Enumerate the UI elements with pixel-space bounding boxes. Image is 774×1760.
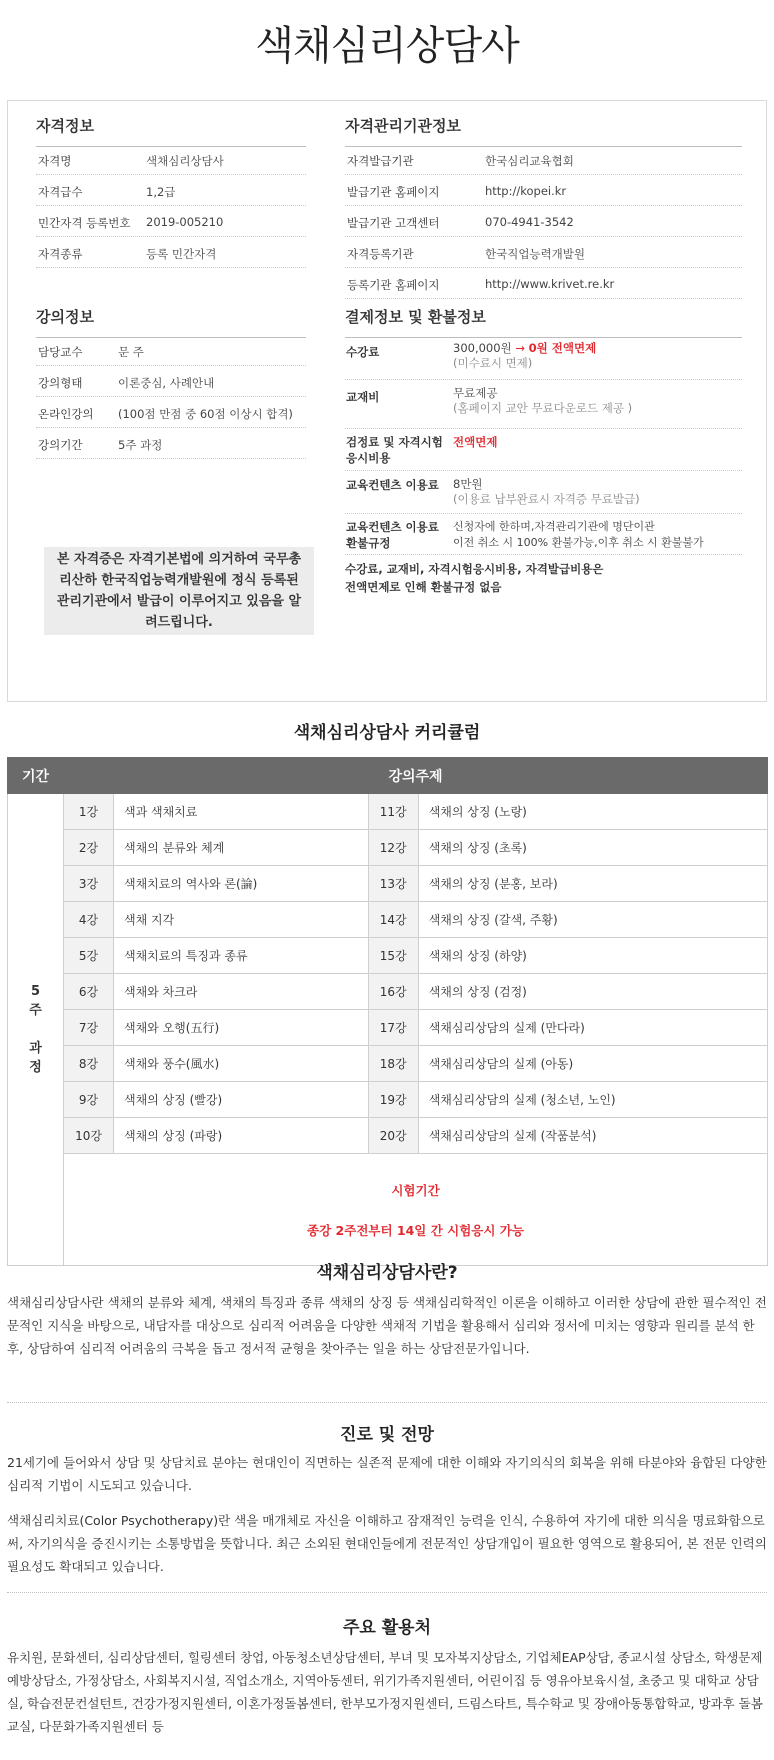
lesson-number: 19강 [368,1082,418,1118]
organization-table [345,144,742,299]
curriculum-heading: 색채심리상담사 커리큘럼 [293,723,481,743]
divider [7,1402,767,1403]
payment-row-book [345,381,742,429]
kv-row [345,237,742,268]
kv-key: 자격종류 [38,247,83,261]
curriculum-table [7,757,768,1266]
table-row [8,1082,768,1118]
payment-footer-line-2: 전액면제로 인해 환불규정 없음 [345,580,502,594]
lesson-number: 1강 [64,794,114,830]
kv-key: 등록기관 홈페이지 [347,278,440,292]
lesson-topic: 색채의 상징 (초록) [418,830,767,866]
kv-row [345,144,742,175]
lesson-topic: 색채와 차크라 [114,974,369,1010]
lesson-topic: 색채의 상징 (노랑) [418,794,767,830]
kv-value: 2019-005210 [146,215,224,229]
refund-label-2: 환불규정 [346,536,391,550]
lesson-number: 12강 [368,830,418,866]
lesson-number: 13강 [368,866,418,902]
kv-value: 5주 과정 [118,438,163,452]
table-row [8,902,768,938]
payment-row-content [345,472,742,514]
exam-fee-value: 전액면제 [453,435,498,449]
fee-note: (미수료시 면제) [453,356,533,370]
exam-fee-label-2: 응시비용 [346,451,391,465]
divider [7,1592,767,1593]
fee-label: 수강료 [346,345,380,359]
table-row [8,830,768,866]
content-fee-note: (이용료 납부완료시 자격증 무료발급) [453,492,640,506]
organization-heading: 자격관리기관정보 [345,115,742,147]
kv-row [345,175,742,206]
kv-value: 등록 민간자격 [146,247,217,261]
payment-row-refund [345,515,742,555]
lesson-number: 14강 [368,902,418,938]
lecture-table [36,335,306,459]
exam-fee-label: 검정료 및 자격시험 [346,435,443,449]
content-fee-value: 8만원 [453,477,483,491]
exam-period-desc: 종강 2주전부터 14일 간 시험응시 가능 [307,1222,524,1238]
kv-key: 온라인강의 [38,407,94,421]
qualification-heading: 자격정보 [36,115,306,147]
lesson-number: 6강 [64,974,114,1010]
lesson-number: 15강 [368,938,418,974]
lesson-number: 5강 [64,938,114,974]
lesson-number: 11강 [368,794,418,830]
fee-original: 300,000원 [453,341,512,355]
book-value: 무료제공 [453,386,498,400]
career-heading: 진로 및 전망 [340,1425,434,1445]
what-heading: 색채심리상담사란? [316,1263,458,1283]
lesson-topic: 색채와 풍수(風水) [114,1046,369,1082]
kv-row [36,175,306,206]
lesson-topic: 색채의 상징 (검정) [418,974,767,1010]
kv-value: 이론중심, 사례안내 [118,376,215,390]
kv-value: (100점 만점 중 60점 이상시 합격) [118,407,293,421]
table-row [8,938,768,974]
lesson-number: 18강 [368,1046,418,1082]
refund-label: 교육컨텐츠 이용료 [346,520,439,534]
refund-value: 신청자에 한하며,자격관리기관에 명단이관 [453,520,655,533]
lesson-number: 16강 [368,974,418,1010]
kv-row [36,366,306,397]
lesson-number: 2강 [64,830,114,866]
lesson-number: 17강 [368,1010,418,1046]
lesson-topic: 색채심리상담의 실제 (청소년, 노인) [418,1082,767,1118]
payment-footer-line: 수강료, 교재비, 자격시험응시비용, 자격발급비용은 [345,562,604,576]
table-row [8,974,768,1010]
lesson-topic: 색채의 상징 (분홍, 보라) [418,866,767,902]
lesson-topic: 색채치료의 역사와 론(論) [114,866,369,902]
page-title: 색채심리상담사 [255,23,519,69]
lesson-topic: 색채 지각 [114,902,369,938]
kv-value: 한국직업능력개발원 [485,247,585,261]
exam-period-title: 시험기간 [391,1182,440,1198]
kv-row [345,206,742,237]
lesson-number: 9강 [64,1082,114,1118]
kv-key: 자격명 [38,154,72,168]
lesson-topic: 색채의 상징 (빨강) [114,1082,369,1118]
book-label: 교재비 [346,390,380,404]
lesson-topic: 색채의 상징 (파랑) [114,1118,369,1154]
kv-row [36,428,306,459]
exam-row [8,1154,768,1266]
lesson-topic: 색채의 상징 (하양) [418,938,767,974]
lesson-topic: 색과 색채치료 [114,794,369,830]
table-row [8,1010,768,1046]
content-fee-label: 교육컨텐츠 이용료 [346,478,439,492]
notice-box [44,547,314,635]
kv-value: 한국심리교육협회 [485,154,574,168]
lesson-topic: 색채의 분류와 체계 [114,830,369,866]
kv-key: 자격급수 [38,185,83,199]
lesson-topic: 색채심리상담의 실제 (만다라) [418,1010,767,1046]
kv-key: 강의기간 [38,438,83,452]
usage-heading: 주요 활용처 [342,1618,432,1638]
kv-value: 색채심리상담사 [146,154,224,168]
lesson-number: 3강 [64,866,114,902]
kv-value: 070-4941-3542 [485,215,574,229]
info-box [7,100,767,702]
lesson-number: 7강 [64,1010,114,1046]
table-row [8,1046,768,1082]
usage-body: 유치원, 문화센터, 심리상담센터, 힐링센터 창업, 아동청소년상담센터, 부녀 및 모자복지상담소, 기업체EAP상담, 종교시설 상담소, 학생문제 예방상담소, 가정상담소, 사회복지시설, 직업소개소, 지역아동센터, 위기가족지원센터, 어린이집 등 영유아보육시설, 초중고 및 대학교 상담실, 학습전문컨설턴트, 건강가정지원센터, 이혼가정돌봄센터, 한부모가정지원센터, 드림스타트, 특수학교 및 장애아동통합학교, 방과후 돌봄교실, 다문화가족지원센터 등 [7,1650,763,1734]
column-header-period: 기간 [8,758,64,794]
lesson-topic: 색채심리상담의 실제 (작품분석) [418,1118,767,1154]
exam-cell [64,1154,768,1266]
notice-text: 본 자격증은 자격기본법에 의거하여 국무총리산하 한국직업능력개발원에 정식 등록된 관리기관에서 발급이 이루어지고 있음을 알려드립니다. [56,552,302,630]
kv-row [36,237,306,268]
payment-heading: 결제정보 및 환불정보 [345,306,742,338]
payment-row-exam [345,430,742,471]
kv-key: 자격등록기관 [347,247,414,261]
arrow-icon: → [515,341,525,355]
lesson-topic: 색채치료의 특징과 종류 [114,938,369,974]
table-row [8,866,768,902]
kv-value: http://www.krivet.re.kr [485,277,615,291]
lesson-number: 20강 [368,1118,418,1154]
lesson-number: 10강 [64,1118,114,1154]
kv-row [345,268,742,299]
lesson-topic: 색채와 오행(五行) [114,1010,369,1046]
kv-key: 자격발급기관 [347,154,414,168]
kv-row [36,144,306,175]
book-note: (홈페이지 교안 무료다운로드 제공 ) [453,401,633,415]
kv-value: http://kopei.kr [485,184,567,198]
table-row [8,794,768,830]
period-cell: 5 주 과 정 [8,794,64,1266]
column-header-topic: 강의주제 [64,758,768,794]
table-row [8,1118,768,1154]
kv-value: 문 주 [118,345,144,359]
lesson-topic: 색채의 상징 (갈색, 주황) [418,902,767,938]
fee-discount: 0원 전액면제 [528,341,597,355]
kv-key: 민간자격 등록번호 [38,216,131,230]
kv-key: 발급기관 고객센터 [347,216,440,230]
kv-value: 1,2급 [146,185,176,199]
payment-row-fee [345,337,742,380]
lesson-number: 4강 [64,902,114,938]
kv-key: 발급기관 홈페이지 [347,185,440,199]
payment-footer [345,560,742,596]
what-body: 색채심리상담사란 색채의 분류와 체계, 색채의 특징과 종류 색채의 상징 등 색채심리학적인 이론을 이해하고 이러한 상담에 관한 필수적인 전문적인 지식을 바탕으로, 내담자를 대상으로 심리적 어려움을 다양한 색채적 기법을 활용해서 심리와 정서에 미치는 영향과 원리를 분석 한 후, 상담하여 심리적 어려움의 극복을 돕고 정서적 균형을 찾아주는 일을 하는 상담전문가입니다. [7,1295,767,1356]
kv-key: 담당교수 [38,345,83,359]
lecture-heading: 강의정보 [36,306,306,338]
kv-row [36,206,306,237]
lesson-number: 8강 [64,1046,114,1082]
kv-row [36,397,306,428]
career-body-1: 21세기에 들어와서 상담 및 상담치료 분야는 현대인이 직면하는 실존적 문제에 대한 이해와 자기의식의 회복을 위해 타분야와 융합된 다양한 심리적 기법이 시도되고 있습니다. [7,1455,767,1493]
kv-row [36,335,306,366]
refund-value-2: 이전 취소 시 100% 환불가능,이후 취소 시 환불불가 [453,536,704,549]
qualification-table [36,144,306,268]
kv-key: 강의형태 [38,376,83,390]
career-body-2: 색채심리치료(Color Psychotherapy)란 색을 매개체로 자신을 이해하고 잠재적인 능력을 인식, 수용하여 자기에 대한 의식을 명료화함으로써, 자기의식을 증진시키는 소통방법을 뜻합니다. 최근 소외된 현대인들에게 전문적인 상담개입이 필요한 영역으로 활용되어, 본 전문 인력의 필요성도 확대되고 있습니다. [7,1513,767,1574]
lesson-topic: 색채심리상담의 실제 (아동) [418,1046,767,1082]
